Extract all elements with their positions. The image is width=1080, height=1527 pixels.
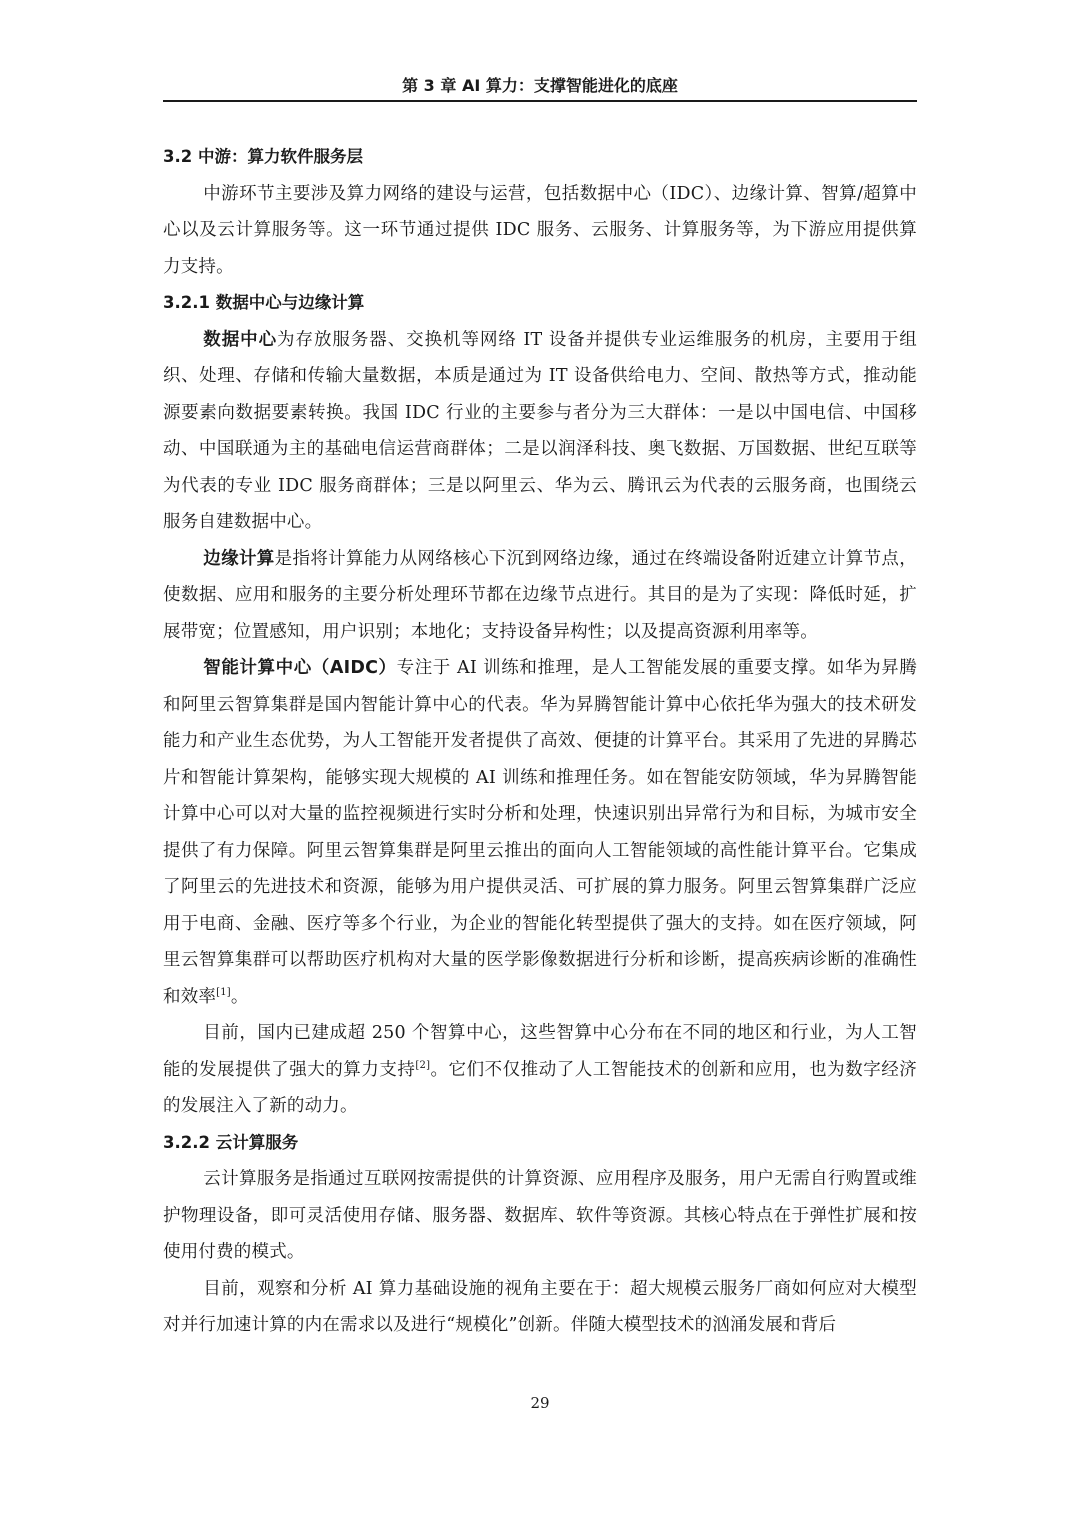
citation-ref-1[interactable]: [1] <box>216 986 231 998</box>
paragraph-text: 是指将计算能力从网络核心下沉到网络边缘，通过在终端设备附近建立计算节点，使数据、应用和服务的主要分析处理环节都在边缘节点进行。其目的是为了实现：降低时延，扩展带宽；位置感知，用户识别；本地化；支持设备异构性；以及提高资源利用率等。 <box>163 548 917 642</box>
paragraph-text: 专注于 AI 训练和推理，是人工智能发展的重要支撑。如华为昇腾和阿里云智算集群是国内智能计算中心的代表。华为昇腾智能计算中心依托华为强大的技术研发能力和产业生态优势，为人工智能开发者提供了高效、便捷的计算平台。其采用了先进的昇腾芯片和智能计算架构，能够实现大规模的 AI 训练和推理任务。如在智能安防领域，华为昇腾智能计算中心可以对大量的监控视频进行实时分析和处理，快速识别出异常行为和目标，为城市安全提供了有力保障。阿里云智算集群是阿里云推出的面向人工智能领域的高性能计算平台。它集成了阿里云的先进技术和资源，能够为用户提供灵活、可扩展的算力服务。阿里云智算集群广泛应用于电商、金融、医疗等多个行业，为企业的智能化转型提供了强大的支持。如在医疗领域，阿里云智算集群可以帮助医疗机构对大量的医学影像数据进行分析和诊断，提高疾病诊断的准确性和效率 <box>163 658 918 1007</box>
section-heading-3-2-1: 3.2.1 数据中心与边缘计算 <box>163 293 365 312</box>
citation-ref-2[interactable]: [2] <box>415 1059 431 1071</box>
section-heading-3-2-2: 3.2.2 云计算服务 <box>163 1132 299 1152</box>
term-aidc: 智能计算中心（AIDC） <box>203 658 397 678</box>
section-heading-3-2: 3.2 中游：算力软件服务层 <box>163 147 363 166</box>
paragraph-cloud-perspective: 目前，观察和分析 AI 算力基础设施的视角主要在于：超大规模云服务厂商如何应对大模型对并行加速计算的内在需求以及进行“规模化”创新。伴随大模型技术的汹涌发展和背后 <box>163 1278 917 1335</box>
paragraph-aidc <box>163 650 917 1015</box>
paragraph-data-center <box>163 322 917 541</box>
paragraph-text: 为存放服务器、交换机等网络 IT 设备并提供专业运维服务的机房，主要用于组织、处理、存储和传输大量数据，本质是通过为 IT 设备供给电力、空间、散热等方式，推动能源要素向数据要素转换。我国 IDC 行业的主要参与者分为三大群体：一是以中国电信、中国移动、中国联通为主的基础电信运营商群体；二是以润泽科技、奥飞数据、万国数据、世纪互联等为代表的专业 IDC 服务商群体；三是以阿里云、华为云、腾讯云为代表的云服务商，也围绕云服务自建数据中心。 <box>163 329 918 532</box>
header-rule <box>163 100 917 102</box>
paragraph-end: 。 <box>230 986 249 1007</box>
paragraph-cloud-definition: 云计算服务是指通过互联网按需提供的计算资源、应用程序及服务，用户无需自行购置或维护物理设备，即可灵活使用存储、服务器、数据库、软件等资源。其核心特点在于弹性扩展和按使用付费的模式。 <box>163 1169 917 1262</box>
page-number: 29 <box>530 1394 550 1412</box>
page-body <box>163 139 917 1344</box>
term-data-center: 数据中心 <box>203 329 278 350</box>
paragraph-end: 。它们不仅推动了人工智能技术的创新和应用，也为数字经济的发展注入了新的动力。 <box>163 1059 917 1116</box>
running-header: 第 3 章 AI 算力：支撑智能进化的底座 <box>402 76 678 95</box>
term-edge-computing: 边缘计算 <box>203 548 275 569</box>
paragraph-aidc-count <box>163 1015 917 1125</box>
paragraph-text: 目前，国内已建成超 250 个智算中心，这些智算中心分布在不同的地区和行业，为人工智能的发展提供了强大的算力支持 <box>163 1023 917 1080</box>
paragraph-midstream-intro: 中游环节主要涉及算力网络的建设与运营，包括数据中心（IDC）、边缘计算、智算/超算中心以及云计算服务等。这一环节通过提供 IDC 服务、云服务、计算服务等，为下游应用提供算力支持。 <box>163 183 917 277</box>
paragraph-edge-computing <box>163 541 917 651</box>
